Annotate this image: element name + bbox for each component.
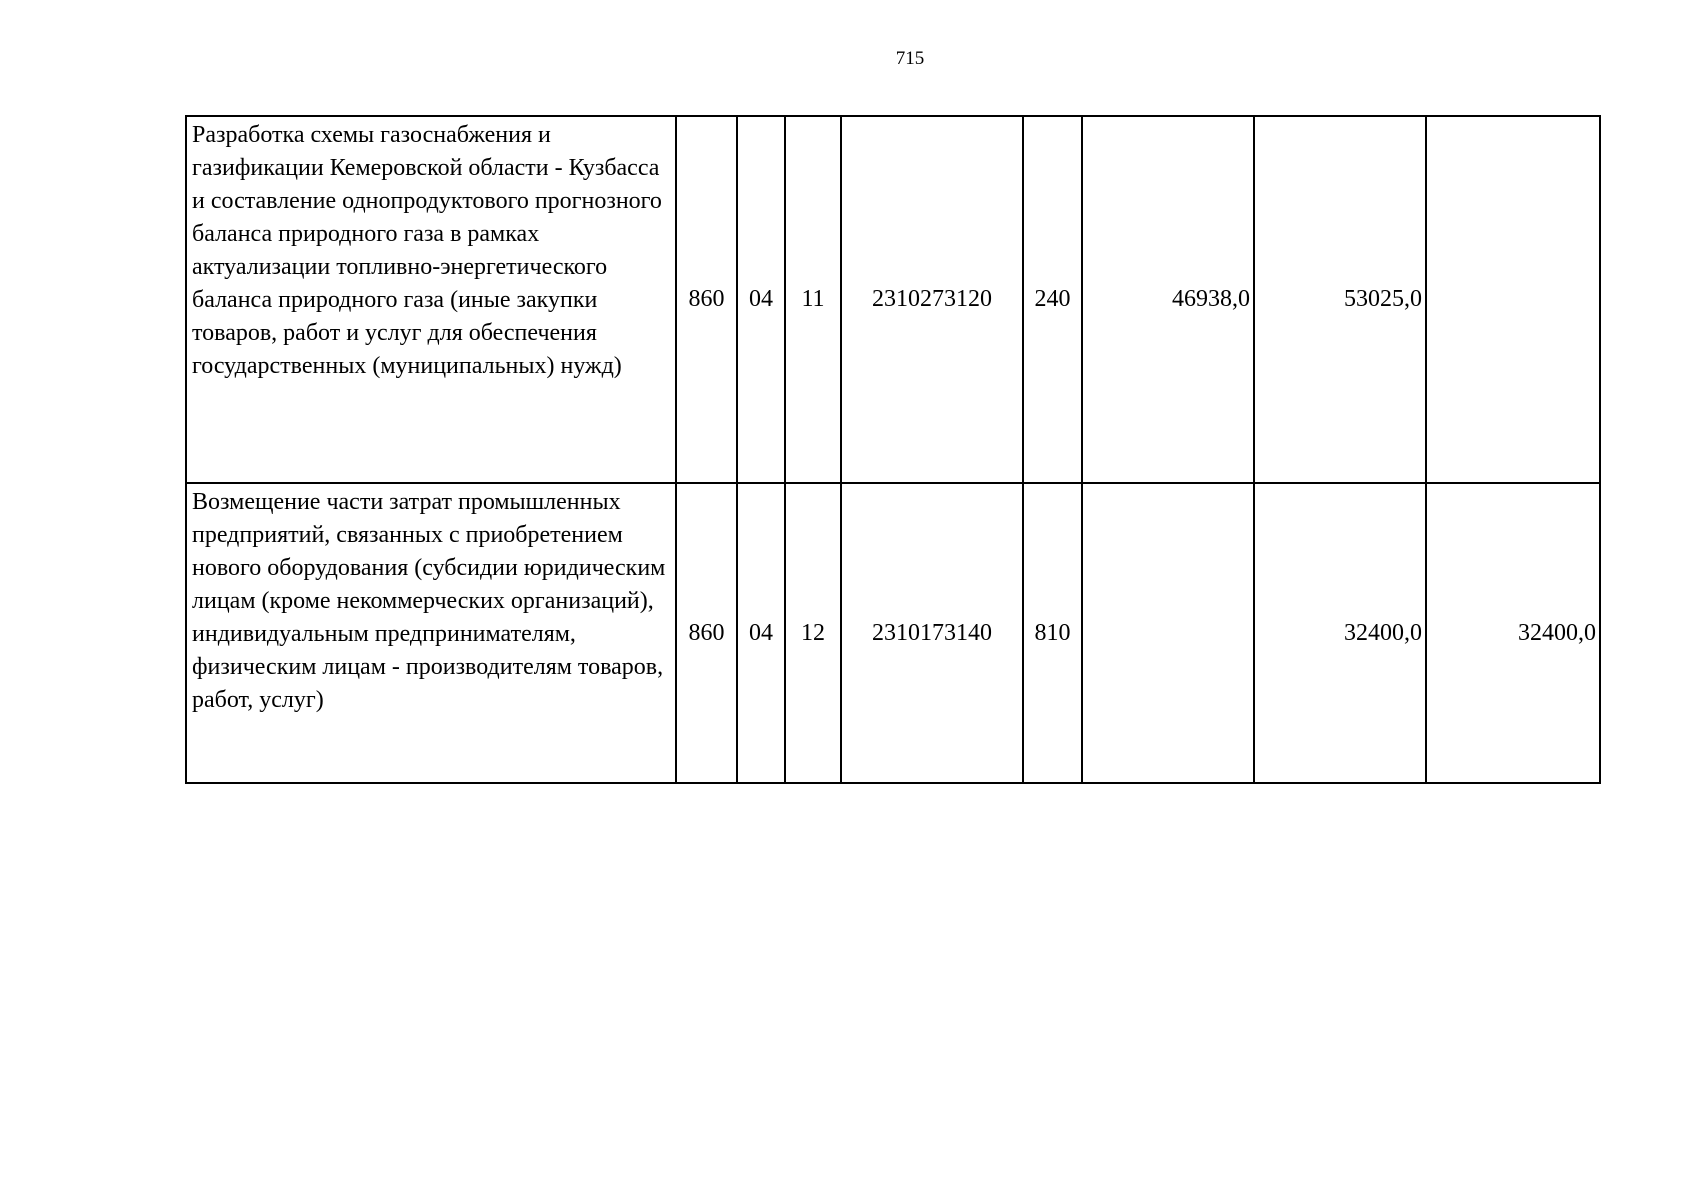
row-description: Возмещение части затрат промышленных предприятий, связанных с приобретением нового оборудования (субсидии юридическим лицам (кроме некоммерческих организаций), индивидуальным предпринимателям, физическим лицам - производителям товаров, работ, услуг) — [186, 483, 676, 783]
expense-type-code: 240 — [1023, 116, 1082, 483]
target-article-code: 2310273120 — [841, 116, 1023, 483]
amount-year-3 — [1426, 116, 1600, 483]
table-row — [186, 116, 1600, 483]
target-article-code: 2310173140 — [841, 483, 1023, 783]
amount-year-1 — [1082, 483, 1254, 783]
ministry-code: 860 — [676, 483, 737, 783]
section-code: 04 — [737, 483, 785, 783]
page-number: 715 — [895, 48, 925, 69]
subsection-code: 12 — [785, 483, 841, 783]
ministry-code: 860 — [676, 116, 737, 483]
amount-year-2: 32400,0 — [1254, 483, 1426, 783]
budget-table — [185, 115, 1601, 784]
table-row — [186, 483, 1600, 783]
amount-year-1: 46938,0 — [1082, 116, 1254, 483]
row-description: Разработка схемы газоснабжения и газификации Кемеровской области - Кузбасса и составление однопродуктового прогнозного баланса природного газа в рамках актуализации топливно-энергетического баланса природного газа (иные закупки товаров, работ и услуг для обеспечения государственных (муниципальных) нужд) — [186, 116, 676, 483]
subsection-code: 11 — [785, 116, 841, 483]
expense-type-code: 810 — [1023, 483, 1082, 783]
section-code: 04 — [737, 116, 785, 483]
amount-year-3: 32400,0 — [1426, 483, 1600, 783]
amount-year-2: 53025,0 — [1254, 116, 1426, 483]
